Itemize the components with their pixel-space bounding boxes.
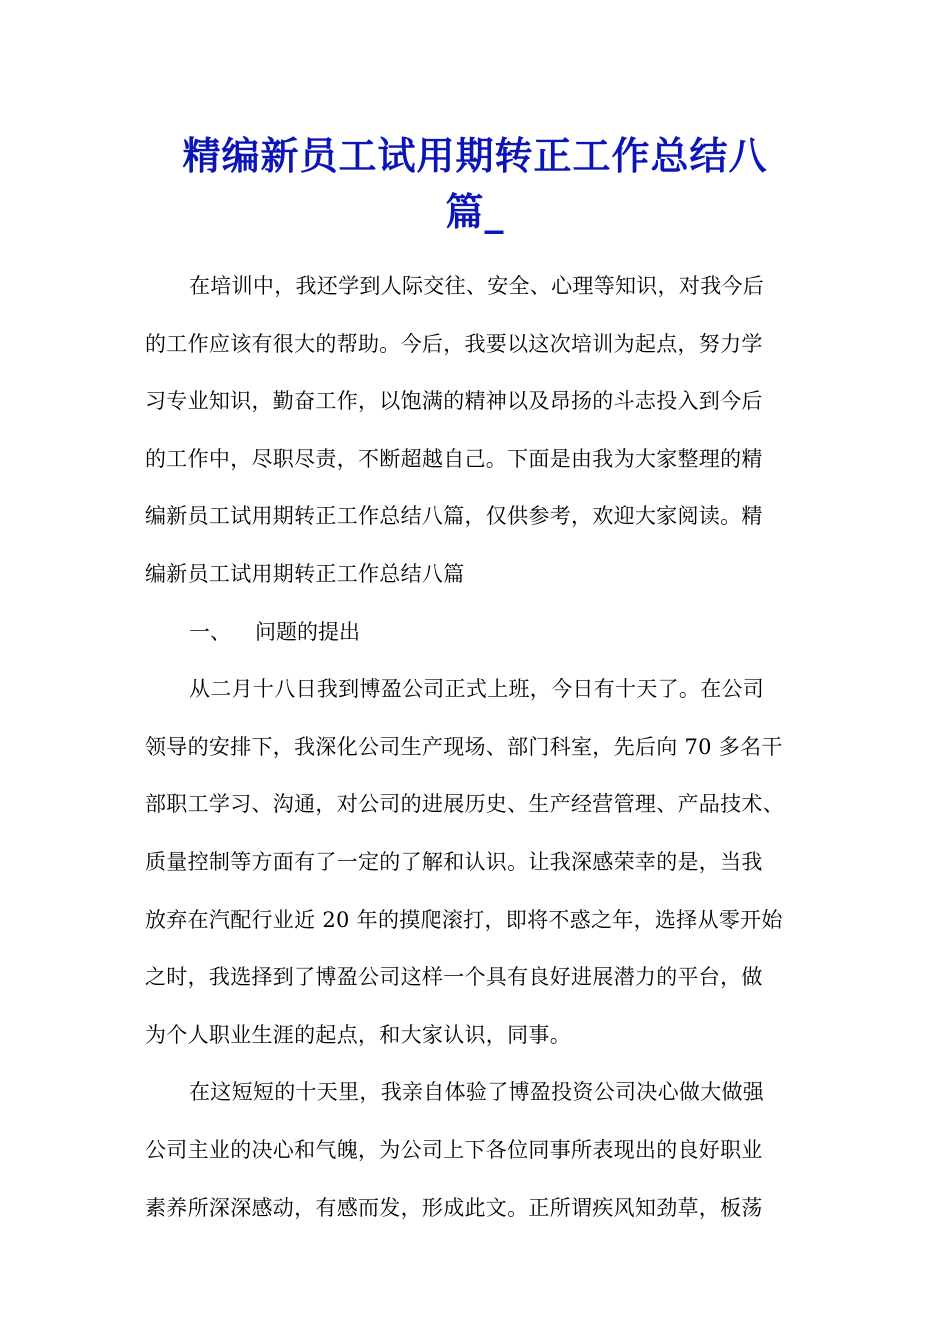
text-line: 为个人职业生涯的起点，和大家认识，同事。 <box>145 1022 571 1047</box>
text-line: 部职工学习、沟通，对公司的进展历史、生产经营管理、产品技术、 <box>145 792 784 817</box>
paragraph-body-2 <box>145 1064 815 1237</box>
text-line: 从二月十八日我到博盈公司正式上班，今日有十天了。在公司 <box>189 677 765 702</box>
text-line: 素养所深深感动，有感而发，形成此文。正所谓疾风知劲草，板荡 <box>145 1195 763 1220</box>
document-title <box>120 128 830 240</box>
section-heading-text: 问题的提出 <box>255 619 360 644</box>
paragraph-intro <box>145 258 815 604</box>
text-line: 在培训中，我还学到人际交往、安全、心理等知识，对我今后 <box>189 274 765 298</box>
text-line: 编新员工试用期转正工作总结八篇 <box>145 561 465 586</box>
section-heading <box>145 604 815 662</box>
paragraph-body-1 <box>145 661 815 1064</box>
text-line: 的工作应该有很大的帮助。今后，我要以这次培训为起点，努力学 <box>145 331 763 356</box>
text-line: 的工作中，尽职尽责，不断超越自己。下面是由我为大家整理的精 <box>145 446 763 471</box>
title-line-1: 精编新员工试用期转正工作总结八 <box>182 133 768 178</box>
text-line: 编新员工试用期转正工作总结八篇，仅供参考，欢迎大家阅读。精 <box>145 504 763 529</box>
text-line: 在这短短的十天里，我亲自体验了博盈投资公司决心做大做强 <box>189 1080 765 1105</box>
text-line: 习专业知识，勤奋工作，以饱满的精神以及昂扬的斗志投入到今后 <box>145 389 763 414</box>
text-line: 领导的安排下，我深化公司生产现场、部门科室，先后向 70 多名干 <box>145 734 783 759</box>
text-line: 放弃在汽配行业近 20 年的摸爬滚打，即将不惑之年，选择从零开始 <box>145 907 783 932</box>
text-line: 质量控制等方面有了一定的了解和认识。让我深感荣幸的是，当我 <box>145 849 763 874</box>
section-number: 一、 <box>189 619 231 644</box>
text-line: 之时，我选择到了博盈公司这样一个具有良好进展潜力的平台，做 <box>145 965 763 990</box>
text-line: 公司主业的决心和气魄，为公司上下各位同事所表现出的良好职业 <box>145 1137 763 1162</box>
document-body <box>145 258 815 1237</box>
title-line-2: 篇_ <box>445 189 505 234</box>
